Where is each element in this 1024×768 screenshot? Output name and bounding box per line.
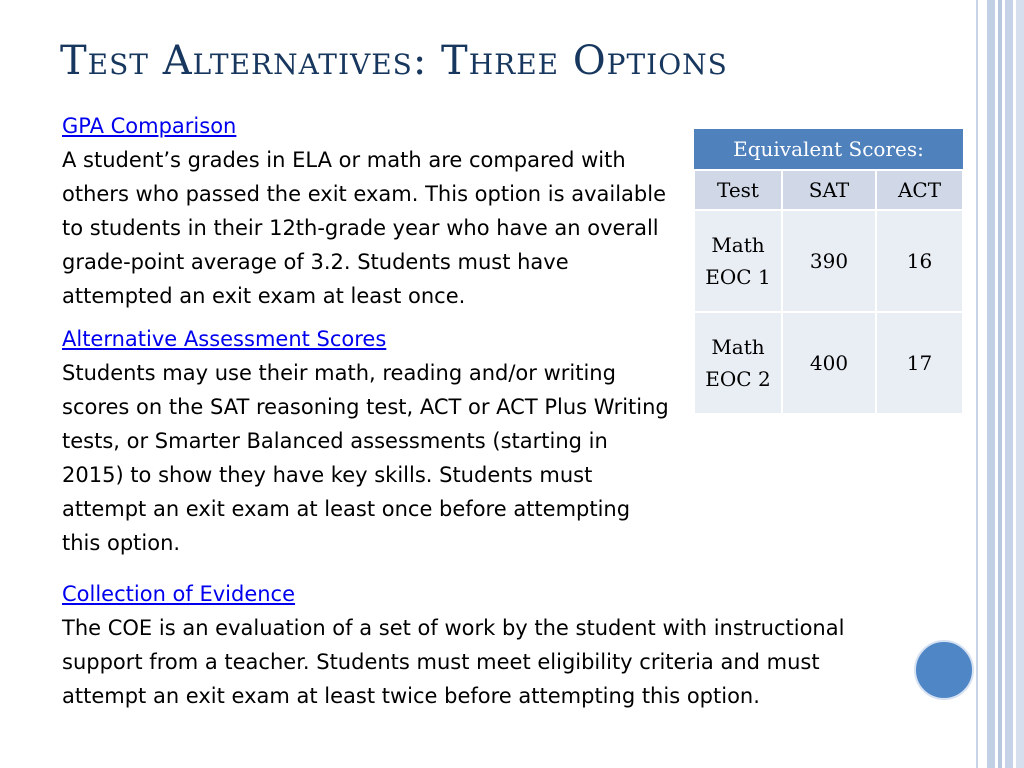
column-header: SAT <box>782 170 876 210</box>
option-alternative-assessment <box>62 322 672 560</box>
column-header: ACT <box>876 170 963 210</box>
decorative-circle <box>914 640 974 700</box>
option-body: The COE is an evaluation of a set of work by the student with instructional support from a teacher. Students must meet eligibility criteria and must attempt an exit exam at least twice before attempting this option. <box>62 616 845 708</box>
option-collection-of-evidence <box>62 577 852 713</box>
edge-stripe <box>976 0 978 768</box>
edge-stripe <box>1016 0 1024 768</box>
option-heading-link[interactable]: Alternative Assessment Scores <box>62 327 387 351</box>
option-gpa-comparison <box>62 109 672 313</box>
sat-cell: 400 <box>782 312 876 414</box>
table-row <box>694 210 963 312</box>
act-cell: 16 <box>876 210 963 312</box>
slide-title: Test Alternatives: Three Options <box>60 38 728 84</box>
option-body: Students may use their math, reading and/or writing scores on the SAT reasoning test, ACT or ACT Plus Writing tests, or Smarter Balanced assessments (starting in 2015) to show they have key skills. Students must attempt an exit exam at least once before attempting this option. <box>62 361 669 555</box>
act-cell: 17 <box>876 312 963 414</box>
edge-stripe <box>1005 0 1013 768</box>
table-header-row <box>694 170 963 210</box>
edge-stripe <box>987 0 995 768</box>
column-header: Test <box>694 170 782 210</box>
table-row <box>694 312 963 414</box>
test-cell: Math EOC 2 <box>694 312 782 414</box>
option-body: A student’s grades in ELA or math are compared with others who passed the exit exam. This option is available to students in their 12th-grade year who have an overall grade-point average of 3.2. Students must have attempted an exit exam at least once. <box>62 148 666 308</box>
sat-cell: 390 <box>782 210 876 312</box>
table-caption: Equivalent Scores: <box>694 129 963 170</box>
option-heading-link[interactable]: Collection of Evidence <box>62 582 296 606</box>
edge-stripe <box>998 0 1002 768</box>
test-cell: Math EOC 1 <box>694 210 782 312</box>
equivalent-scores-table <box>693 129 964 415</box>
option-heading-link[interactable]: GPA Comparison <box>62 114 237 138</box>
